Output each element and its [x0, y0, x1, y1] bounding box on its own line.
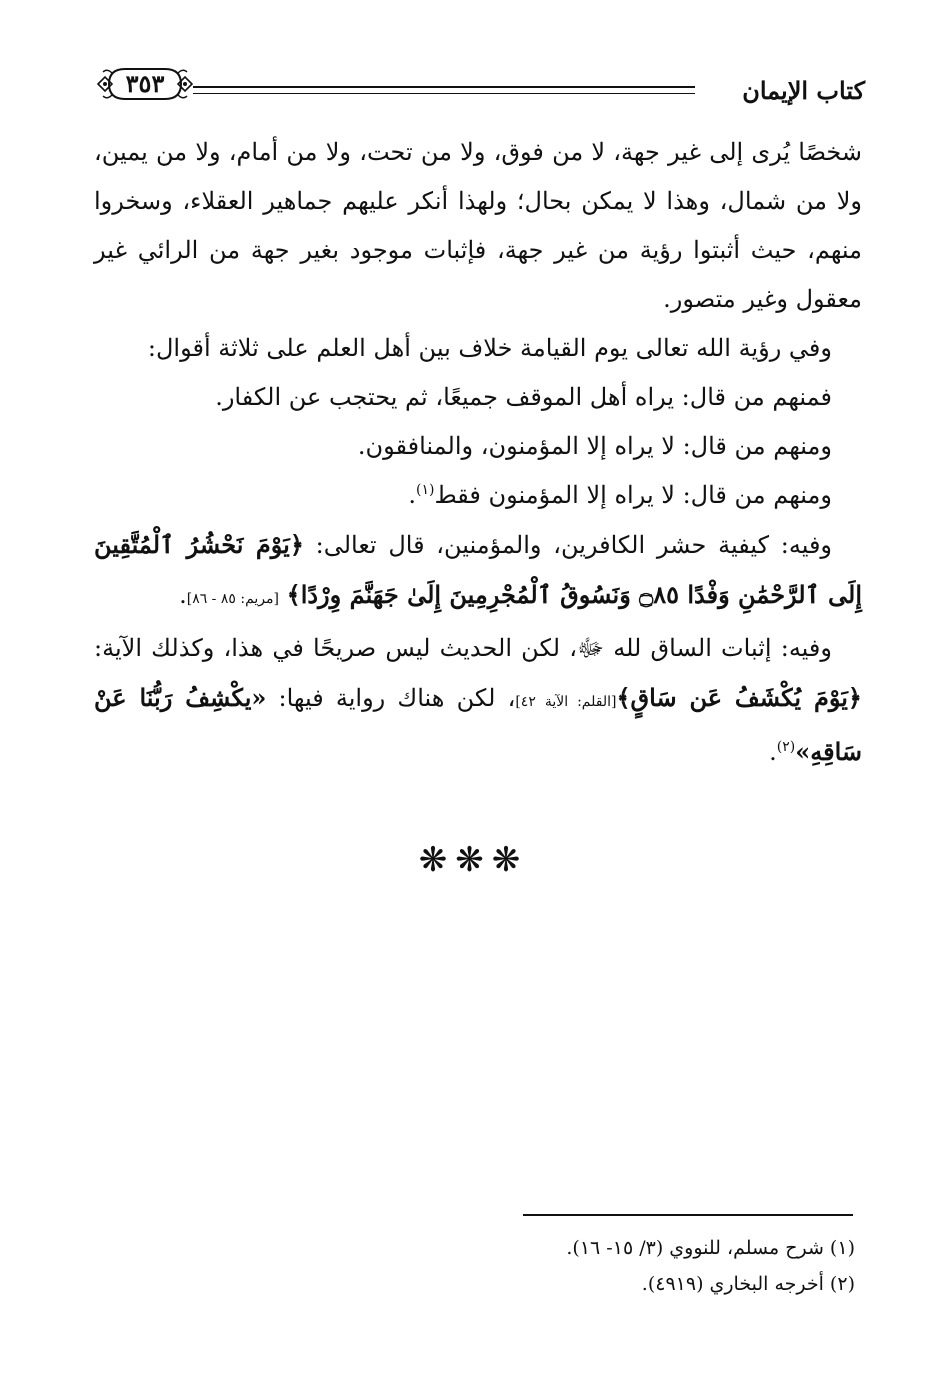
- footnote-marker-2: (٢): [776, 739, 796, 755]
- paragraph-6-end: .: [179, 581, 187, 609]
- paragraph-5: [94, 471, 862, 520]
- paragraph-7-mid: ، لكن هناك رواية فيها:: [266, 684, 516, 712]
- paragraph-5-text: ومنهم من قال: لا يراه إلا المؤمنون فقط: [434, 481, 832, 509]
- paragraph-5-end: .: [408, 481, 416, 509]
- verse-reference-maryam: [مريم: ٨٥ - ٨٦]: [186, 591, 279, 607]
- footnote-rule: [523, 1214, 853, 1216]
- page-number: ٣٥٣: [125, 69, 165, 98]
- running-title: كتاب الإيمان: [742, 76, 865, 105]
- page-number-ornament: [95, 64, 195, 104]
- paragraph-7-lead: وفيه: إثبات الساق لله ﷻ، لكن الحديث ليس صريحًا في هذا، وكذلك الآية:: [94, 634, 832, 662]
- paragraph-6: [94, 520, 862, 624]
- footnotes: [300, 1230, 855, 1302]
- paragraph-6-lead: وفيه: كيفية حشر الكافرين، والمؤمنين، قال تعالى:: [303, 531, 833, 559]
- paragraph-7-end: .: [769, 738, 777, 766]
- verse-reference-qalam: [القلم: الآية ٤٢]: [515, 694, 617, 710]
- quran-verse-maryam: ﴿يَوْمَ نَحْشُرُ ٱلْمُتَّقِينَ إِلَى ٱلرَّحْمَٰنِ وَفْدًا ۝٨٥ وَنَسُوقُ ٱلْمُجْرِمِينَ إِلَىٰ جَهَنَّمَ وِرْدًا﴾: [94, 530, 862, 609]
- quran-verse-qalam: ﴿يَوْمَ يُكْشَفُ عَن سَاقٍ﴾: [616, 683, 862, 712]
- paragraph-7: [94, 624, 862, 777]
- paragraph-2: وفي رؤية الله تعالى يوم القيامة خلاف بين أهل العلم على ثلاثة أقوال:: [147, 334, 832, 362]
- page-header: [95, 58, 865, 108]
- main-text: [94, 128, 862, 777]
- paragraph-1: شخصًا يُرى إلى غير جهة، لا من فوق، ولا من تحت، ولا من أمام، ولا من يمين، ولا من شمال، وهذا لا يمكن بحال؛ ولهذا أنكر عليهم جماهير العقلاء، وسخروا منهم، حيث أثبتوا رؤية من غير جهة، فإثبات موجود بغير جهة من الرائي غير معقول وغير متصور.: [94, 138, 862, 313]
- paragraph-4: ومنهم من قال: لا يراه إلا المؤمنون، والمنافقون.: [357, 432, 832, 460]
- footnote-1: (١) شرح مسلم، للنووي (٣/ ١٥- ١٦).: [566, 1237, 855, 1259]
- section-separator-icon: ❋❋❋: [418, 840, 529, 880]
- footnote-2: (٢) أخرجه البخاري (٤٩١٩).: [641, 1273, 855, 1295]
- footnote-marker-1: (١): [415, 482, 435, 498]
- paragraph-3: فمنهم من قال: يراه أهل الموقف جميعًا، ثم يحتجب عن الكفار.: [215, 383, 832, 411]
- header-rule: [193, 86, 695, 94]
- hadith-quote: «يكْشِفُ رَبُّنَا عَنْ سَاقِهِ»: [94, 683, 862, 766]
